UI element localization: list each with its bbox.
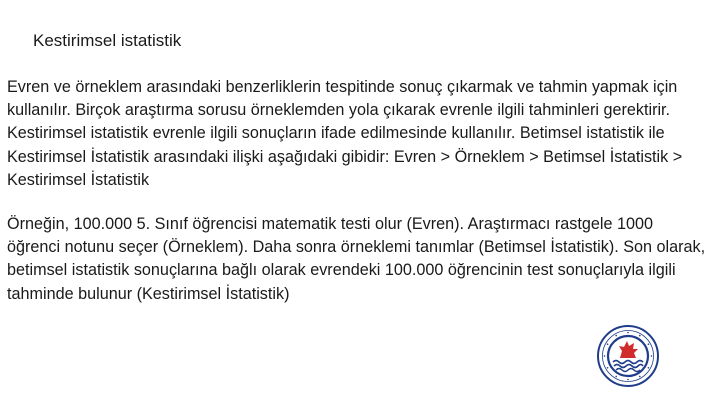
slide-body [7,76,707,306]
university-seal-icon [596,324,660,388]
paragraph-example: Örneğin, 100.000 5. Sınıf öğrencisi matematik testi olur (Evren). Araştırmacı rastgele 1000 öğrenci notunu seçer (Örneklem). Daha sonra örneklemi tanımlar (Betimsel İstatistik). Son olarak, betimsel istatistik sonuçlarına bağlı olarak evrendeki 100.000 öğrencinin test sonuçlarıyla ilgili tahminde bulunur (Kestirimsel İstatistik) [7,215,706,303]
slide-title: Kestirimsel istatistik [33,31,182,50]
paragraph-definition: Evren ve örneklem arasındaki benzerliklerin tespitinde sonuç çıkarmak ve tahmin yapmak için kullanılır. Birçok araştırma sorusu örneklemden yola çıkarak evrenle ilgili tahminleri gerektirir. Kestirimsel istatistik evrenle ilgili sonuçların ifade edilmesinde kullanılır. Betimsel istatistik ile Kestirimsel İstatistik arasındaki ilişki aşağıdaki gibidir: Evren > Örneklem > Betimsel İstatistik > Kestirimsel İstatistik [7,78,683,189]
